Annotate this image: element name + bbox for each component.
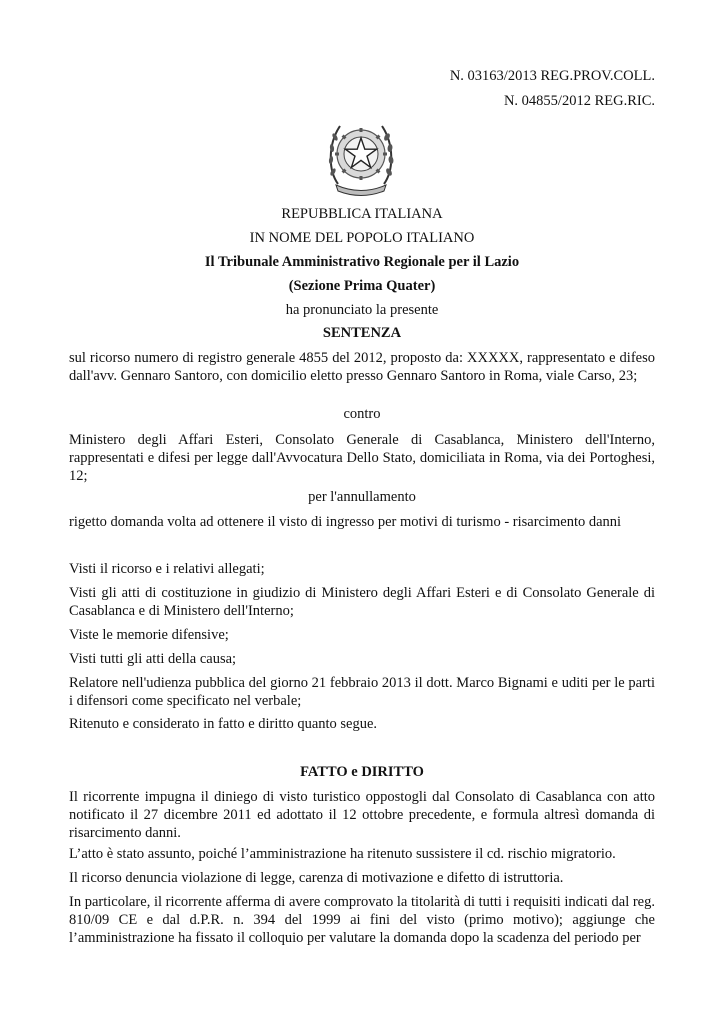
fatto-paragraph-4: In particolare, il ricorrente afferma di avere comprovato la titolarità di tutti i requisiti indicati dal reg. 810/09 CE e dal d.P.R. n. 394 del 1999 ai fini del visto (primo motivo); aggiunge che l’amministrazione ha fissato il colloquio per valutare la domanda dopo la scadenza del periodo per bbox=[69, 894, 655, 946]
ritenuto-paragraph: Ritenuto e considerato in fatto e diritto quanto segue. bbox=[69, 716, 378, 732]
visti-costituzione: Visti gli atti di costituzione in giudizio di Ministero degli Affari Esteri e di Consolato Generale di Casablanca e di Ministero dell'Interno; bbox=[69, 585, 655, 619]
annullamento-label: per l'annullamento bbox=[308, 489, 416, 505]
reg-ric-number: N. 04855/2012 REG.RIC. bbox=[503, 93, 655, 109]
people-heading: IN NOME DEL POPOLO ITALIANO bbox=[249, 230, 475, 246]
fatto-paragraph-1: Il ricorrente impugna il diniego di visto turistico oppostogli dal Consolato di Casablanca con atto notificato il 27 dicembre 2011 ed adottato il 12 ottobre precedente, e formula altresì domanda di risarcimento danni. bbox=[69, 789, 655, 841]
fatto-diritto-heading: FATTO e DIRITTO bbox=[300, 764, 424, 780]
viste-memorie: Viste le memorie difensive; bbox=[69, 627, 229, 643]
fatto-paragraph-2: L’atto è stato assunto, poiché l’amministrazione ha ritenuto sussistere il cd. rischio migratorio. bbox=[69, 846, 616, 862]
italian-republic-emblem-icon bbox=[324, 112, 398, 198]
relatore-paragraph: Relatore nell'udienza pubblica del giorno 21 febbraio 2013 il dott. Marco Bignami e uditi per le parti i difensori come specificato nel verbale; bbox=[69, 675, 655, 709]
court-section: (Sezione Prima Quater) bbox=[288, 278, 436, 294]
court-name: Il Tribunale Amministrativo Regionale per il Lazio bbox=[204, 254, 520, 270]
contro-paragraph: Ministero degli Affari Esteri, Consolato Generale di Casablanca, Ministero dell'Interno, rappresentati e difesi per legge dall'Avvocatura Dello Stato, domiciliata in Roma, via dei Portoghesi, 12; bbox=[69, 432, 655, 484]
republic-heading: REPUBBLICA ITALIANA bbox=[281, 206, 443, 222]
visti-atti: Visti tutti gli atti della causa; bbox=[69, 651, 237, 667]
reg-prov-number: N. 03163/2013 REG.PROV.COLL. bbox=[449, 68, 655, 84]
document-type: SENTENZA bbox=[322, 325, 402, 341]
visti-ricorso: Visti il ricorso e i relativi allegati; bbox=[69, 561, 265, 577]
contro-label: contro bbox=[343, 406, 381, 422]
fatto-paragraph-3: Il ricorso denuncia violazione di legge, carenza di motivazione e difetto di istruttoria. bbox=[69, 870, 564, 886]
intro-line: ha pronunciato la presente bbox=[285, 302, 439, 318]
ricorso-paragraph: sul ricorso numero di registro generale 4855 del 2012, proposto da: XXXXX, rappresentato e difeso dall'avv. Gennaro Santoro, con domicilio eletto presso Gennaro Santoro in Roma, viale Carso, 23; bbox=[69, 350, 655, 384]
oggetto-paragraph: rigetto domanda volta ad ottenere il visto di ingresso per motivi di turismo - risarcimento danni bbox=[69, 514, 622, 530]
